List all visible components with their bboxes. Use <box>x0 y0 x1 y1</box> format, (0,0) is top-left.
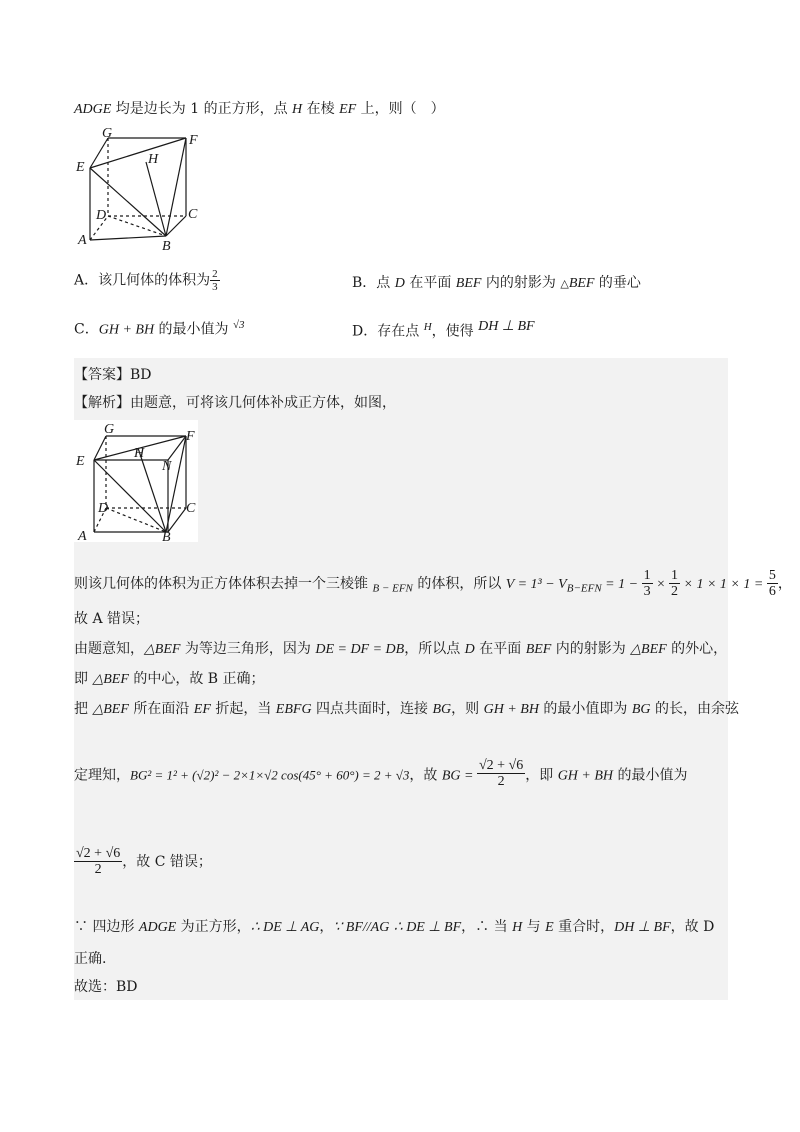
option-c: C．GH + BH 的最小值为 $^{√3}$ <box>74 319 245 338</box>
solution-line-6: 定理知，BG² = 1² + (√2)² − 2×1×√2 cos(45° + 60°) = 2 + √3，故 BG = $\frac{√2 + √6}{2}$ ，即 GH + BH 的最小值为 <box>74 758 688 790</box>
fig2-label-c: C <box>186 501 196 516</box>
solution-line-2: 故 A 错误； <box>74 611 150 627</box>
solution-line-8: ∵ 四边形 ADGE 为正方形，∴ DE ⊥ AG，∵ BF//AG ∴ DE ⊥ BF，∴ 当 H 与 E 重合时，DH ⊥ BF，故 D <box>74 919 715 935</box>
fig1-label-e: E <box>76 160 85 175</box>
solution-final-answer: 故选：BD <box>74 979 138 995</box>
analysis-intro: 【解析】由题意，可将该几何体补成正方体，如图， <box>74 395 396 411</box>
option-a: A．该几何体的体积为 $\frac{2}{3}$ <box>74 268 218 294</box>
solution-line-4: 即 △BEF 的中心，故 B 正确； <box>74 671 265 687</box>
fig1-label-b: B <box>162 239 171 252</box>
fig2-label-h: H <box>134 446 145 461</box>
solution-line-3: 由题意知，△BEF 为等边三角形，因为 DE = DF = DB，所以点 D 在平面 BEF 内的射影为 △BEF 的外心， <box>74 641 728 657</box>
fig1-label-f: F <box>189 133 198 148</box>
fig2-label-f: F <box>186 429 195 444</box>
fig1-label-g: G <box>102 126 113 141</box>
fig2-label-b: B <box>162 530 171 542</box>
answer-line: 【答案】BD <box>74 367 152 383</box>
option-a-fraction: $\frac{2}{3}$ <box>212 268 218 294</box>
option-b: B．点 D 在平面 BEF 内的射影为 △BEF 的垂心 <box>352 275 641 291</box>
fig1-label-c: C <box>188 207 198 222</box>
fig2-label-g: G <box>104 422 115 437</box>
solution-line-1: 则该几何体的体积为正方体体积去掉一个三棱锥 $_{B - EFN}$ 的体积，所以 $V = 1^3 - V_{B-EFN} = 1$ − $\frac{1}{3}$ × $\frac{1}{2}$ × 1 × 1 × 1 = $\frac{5}{6}$ ， <box>74 568 792 600</box>
answer-value: BD <box>130 367 152 383</box>
fig2-label-e: E <box>76 454 85 469</box>
fig1-label-a: A <box>78 233 87 248</box>
fig2-label-n: N <box>162 459 172 474</box>
solution-line-7: $\frac{√2 + √6}{2}$ ，故 C 错误； <box>76 846 212 878</box>
figure-1-solid <box>72 126 202 252</box>
fig1-label-d: D <box>96 208 107 223</box>
option-d: D．存在点 $^H$，使得 DH ⊥ BF <box>352 319 535 340</box>
math-adge: ADGE <box>74 102 112 117</box>
fig2-label-d: D <box>98 501 109 516</box>
question-intro: ADGE 均是边长为 1 的正方形，点 H 在棱 EF 上，则（ ） <box>74 101 445 117</box>
fig1-label-h: H <box>148 152 159 167</box>
solution-line-9: 正确. <box>74 951 107 967</box>
figure-2-cube <box>72 420 198 542</box>
solution-line-5: 把 △BEF 所在面沿 EF 折起，当 EBFG 四点共面时，连接 BG，则 GH + BH 的最小值即为 BG 的长，由余弦 <box>74 701 739 717</box>
fig2-label-a: A <box>78 529 87 542</box>
